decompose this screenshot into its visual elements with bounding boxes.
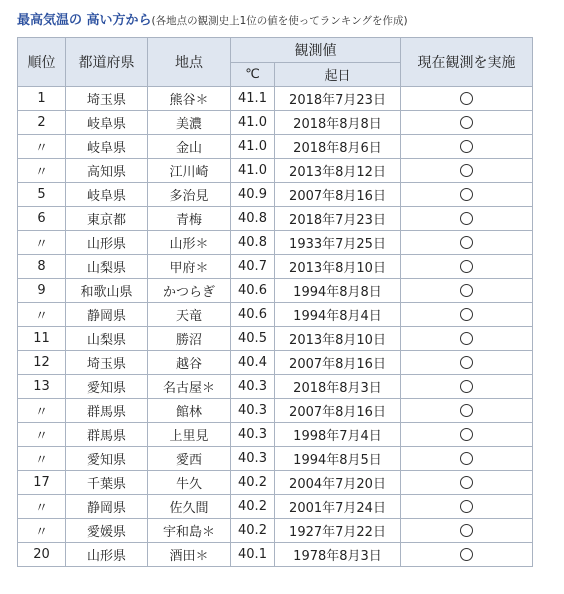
circle-mark-icon <box>460 212 473 225</box>
temperature-cell: 40.3 <box>231 375 275 399</box>
prefecture-cell: 静岡県 <box>66 303 148 327</box>
circle-mark-icon <box>460 260 473 273</box>
rank-cell: 〃 <box>18 495 66 519</box>
circle-mark-icon <box>460 380 473 393</box>
prefecture-cell: 山梨県 <box>66 327 148 351</box>
circle-mark-icon <box>460 92 473 105</box>
table-row <box>18 399 533 423</box>
prefecture-cell: 群馬県 <box>66 423 148 447</box>
date-cell: 2018年7月23日 <box>275 87 401 111</box>
circle-mark-icon <box>460 164 473 177</box>
table-row <box>18 519 533 543</box>
rank-cell: 〃 <box>18 135 66 159</box>
temperature-cell: 41.0 <box>231 111 275 135</box>
location-cell: 館林 <box>148 399 231 423</box>
current-observation-cell <box>401 351 533 375</box>
rank-cell: 20 <box>18 543 66 567</box>
table-row <box>18 255 533 279</box>
circle-mark-icon <box>460 332 473 345</box>
current-observation-cell <box>401 183 533 207</box>
prefecture-cell: 千葉県 <box>66 471 148 495</box>
rank-cell: 〃 <box>18 399 66 423</box>
circle-mark-icon <box>460 284 473 297</box>
rank-cell: 〃 <box>18 159 66 183</box>
date-cell: 2013年8月10日 <box>275 255 401 279</box>
location-cell: 山形＊ <box>148 231 231 255</box>
header-location: 地点 <box>148 38 231 87</box>
circle-mark-icon <box>460 548 473 561</box>
current-observation-cell <box>401 543 533 567</box>
temperature-cell: 41.1 <box>231 87 275 111</box>
circle-mark-icon <box>460 404 473 417</box>
current-observation-cell <box>401 327 533 351</box>
temperature-cell: 40.2 <box>231 495 275 519</box>
location-cell: 熊谷＊ <box>148 87 231 111</box>
temperature-cell: 40.6 <box>231 303 275 327</box>
date-cell: 1994年8月4日 <box>275 303 401 327</box>
prefecture-cell: 高知県 <box>66 159 148 183</box>
prefecture-cell: 東京都 <box>66 207 148 231</box>
temperature-cell: 40.4 <box>231 351 275 375</box>
prefecture-cell: 岐阜県 <box>66 111 148 135</box>
date-cell: 1994年8月8日 <box>275 279 401 303</box>
location-cell: 愛西 <box>148 447 231 471</box>
date-cell: 1927年7月22日 <box>275 519 401 543</box>
temperature-cell: 40.8 <box>231 207 275 231</box>
date-cell: 1998年7月4日 <box>275 423 401 447</box>
temperature-cell: 40.3 <box>231 447 275 471</box>
location-cell: 佐久間 <box>148 495 231 519</box>
date-cell: 2007年8月16日 <box>275 351 401 375</box>
rank-cell: 12 <box>18 351 66 375</box>
table-body <box>18 87 533 567</box>
temperature-cell: 40.9 <box>231 183 275 207</box>
location-cell: 青梅 <box>148 207 231 231</box>
location-cell: 江川崎 <box>148 159 231 183</box>
rank-cell: 2 <box>18 111 66 135</box>
rank-cell: 〃 <box>18 447 66 471</box>
current-observation-cell <box>401 399 533 423</box>
date-cell: 2013年8月10日 <box>275 327 401 351</box>
table-row <box>18 111 533 135</box>
table-row <box>18 183 533 207</box>
temperature-cell: 40.1 <box>231 543 275 567</box>
current-observation-cell <box>401 471 533 495</box>
current-observation-cell <box>401 255 533 279</box>
temperature-cell: 40.6 <box>231 279 275 303</box>
location-cell: 上里見 <box>148 423 231 447</box>
table-row <box>18 159 533 183</box>
prefecture-cell: 山形県 <box>66 543 148 567</box>
temperature-cell: 40.7 <box>231 255 275 279</box>
prefecture-cell: 埼玉県 <box>66 87 148 111</box>
temperature-ranking-table <box>17 37 533 567</box>
header-date: 起日 <box>275 63 401 87</box>
rank-cell: 〃 <box>18 519 66 543</box>
location-cell: 天竜 <box>148 303 231 327</box>
prefecture-cell: 埼玉県 <box>66 351 148 375</box>
date-cell: 1978年8月3日 <box>275 543 401 567</box>
current-observation-cell <box>401 279 533 303</box>
temperature-cell: 40.8 <box>231 231 275 255</box>
circle-mark-icon <box>460 476 473 489</box>
rank-cell: 11 <box>18 327 66 351</box>
current-observation-cell <box>401 303 533 327</box>
location-cell: 宇和島＊ <box>148 519 231 543</box>
prefecture-cell: 岐阜県 <box>66 135 148 159</box>
header-rank: 順位 <box>18 38 66 87</box>
current-observation-cell <box>401 495 533 519</box>
location-cell: 多治見 <box>148 183 231 207</box>
table-row <box>18 423 533 447</box>
temperature-cell: 40.3 <box>231 399 275 423</box>
temperature-cell: 40.5 <box>231 327 275 351</box>
rank-cell: 5 <box>18 183 66 207</box>
prefecture-cell: 愛知県 <box>66 447 148 471</box>
current-observation-cell <box>401 519 533 543</box>
table-row <box>18 351 533 375</box>
header-observed: 観測値 <box>231 38 401 63</box>
current-observation-cell <box>401 135 533 159</box>
title-main: 最高気温の 高い方から <box>17 13 152 28</box>
location-cell: 越谷 <box>148 351 231 375</box>
location-cell: 酒田＊ <box>148 543 231 567</box>
date-cell: 2001年7月24日 <box>275 495 401 519</box>
circle-mark-icon <box>460 140 473 153</box>
date-cell: 2018年7月23日 <box>275 207 401 231</box>
date-cell: 1994年8月5日 <box>275 447 401 471</box>
circle-mark-icon <box>460 452 473 465</box>
location-cell: 名古屋＊ <box>148 375 231 399</box>
circle-mark-icon <box>460 500 473 513</box>
date-cell: 2018年8月3日 <box>275 375 401 399</box>
prefecture-cell: 静岡県 <box>66 495 148 519</box>
header-current: 現在観測を実施 <box>401 38 533 87</box>
circle-mark-icon <box>460 308 473 321</box>
table-row <box>18 495 533 519</box>
rank-cell: 〃 <box>18 303 66 327</box>
location-cell: 牛久 <box>148 471 231 495</box>
current-observation-cell <box>401 231 533 255</box>
date-cell: 2007年8月16日 <box>275 399 401 423</box>
current-observation-cell <box>401 447 533 471</box>
table-row <box>18 279 533 303</box>
prefecture-cell: 和歌山県 <box>66 279 148 303</box>
circle-mark-icon <box>460 236 473 249</box>
date-cell: 2018年8月6日 <box>275 135 401 159</box>
table-row <box>18 543 533 567</box>
prefecture-cell: 岐阜県 <box>66 183 148 207</box>
table-row <box>18 303 533 327</box>
temperature-cell: 41.0 <box>231 135 275 159</box>
date-cell: 2007年8月16日 <box>275 183 401 207</box>
temperature-cell: 40.3 <box>231 423 275 447</box>
temperature-cell: 40.2 <box>231 471 275 495</box>
prefecture-cell: 山形県 <box>66 231 148 255</box>
circle-mark-icon <box>460 428 473 441</box>
prefecture-cell: 愛知県 <box>66 375 148 399</box>
prefecture-cell: 山梨県 <box>66 255 148 279</box>
table-row <box>18 87 533 111</box>
current-observation-cell <box>401 207 533 231</box>
location-cell: かつらぎ <box>148 279 231 303</box>
location-cell: 甲府＊ <box>148 255 231 279</box>
table-row <box>18 375 533 399</box>
temperature-cell: 40.2 <box>231 519 275 543</box>
temperature-cell: 41.0 <box>231 159 275 183</box>
rank-cell: 1 <box>18 87 66 111</box>
table-row <box>18 327 533 351</box>
header-row-1 <box>18 38 533 63</box>
date-cell: 2018年8月8日 <box>275 111 401 135</box>
page-title <box>17 9 408 29</box>
location-cell: 美濃 <box>148 111 231 135</box>
table-row <box>18 471 533 495</box>
rank-cell: 〃 <box>18 231 66 255</box>
rank-cell: 9 <box>18 279 66 303</box>
table-row <box>18 135 533 159</box>
prefecture-cell: 愛媛県 <box>66 519 148 543</box>
location-cell: 勝沼 <box>148 327 231 351</box>
header-prefecture: 都道府県 <box>66 38 148 87</box>
date-cell: 1933年7月25日 <box>275 231 401 255</box>
location-cell: 金山 <box>148 135 231 159</box>
current-observation-cell <box>401 111 533 135</box>
title-subtitle: (各地点の観測史上1位の値を使ってランキングを作成) <box>151 15 408 27</box>
rank-cell: 〃 <box>18 423 66 447</box>
current-observation-cell <box>401 423 533 447</box>
circle-mark-icon <box>460 356 473 369</box>
rank-cell: 13 <box>18 375 66 399</box>
header-celsius: ℃ <box>231 63 275 87</box>
current-observation-cell <box>401 87 533 111</box>
prefecture-cell: 群馬県 <box>66 399 148 423</box>
table-row <box>18 207 533 231</box>
current-observation-cell <box>401 159 533 183</box>
rank-cell: 8 <box>18 255 66 279</box>
rank-cell: 17 <box>18 471 66 495</box>
table-row <box>18 231 533 255</box>
date-cell: 2013年8月12日 <box>275 159 401 183</box>
current-observation-cell <box>401 375 533 399</box>
circle-mark-icon <box>460 116 473 129</box>
circle-mark-icon <box>460 188 473 201</box>
rank-cell: 6 <box>18 207 66 231</box>
circle-mark-icon <box>460 524 473 537</box>
table-row <box>18 447 533 471</box>
date-cell: 2004年7月20日 <box>275 471 401 495</box>
